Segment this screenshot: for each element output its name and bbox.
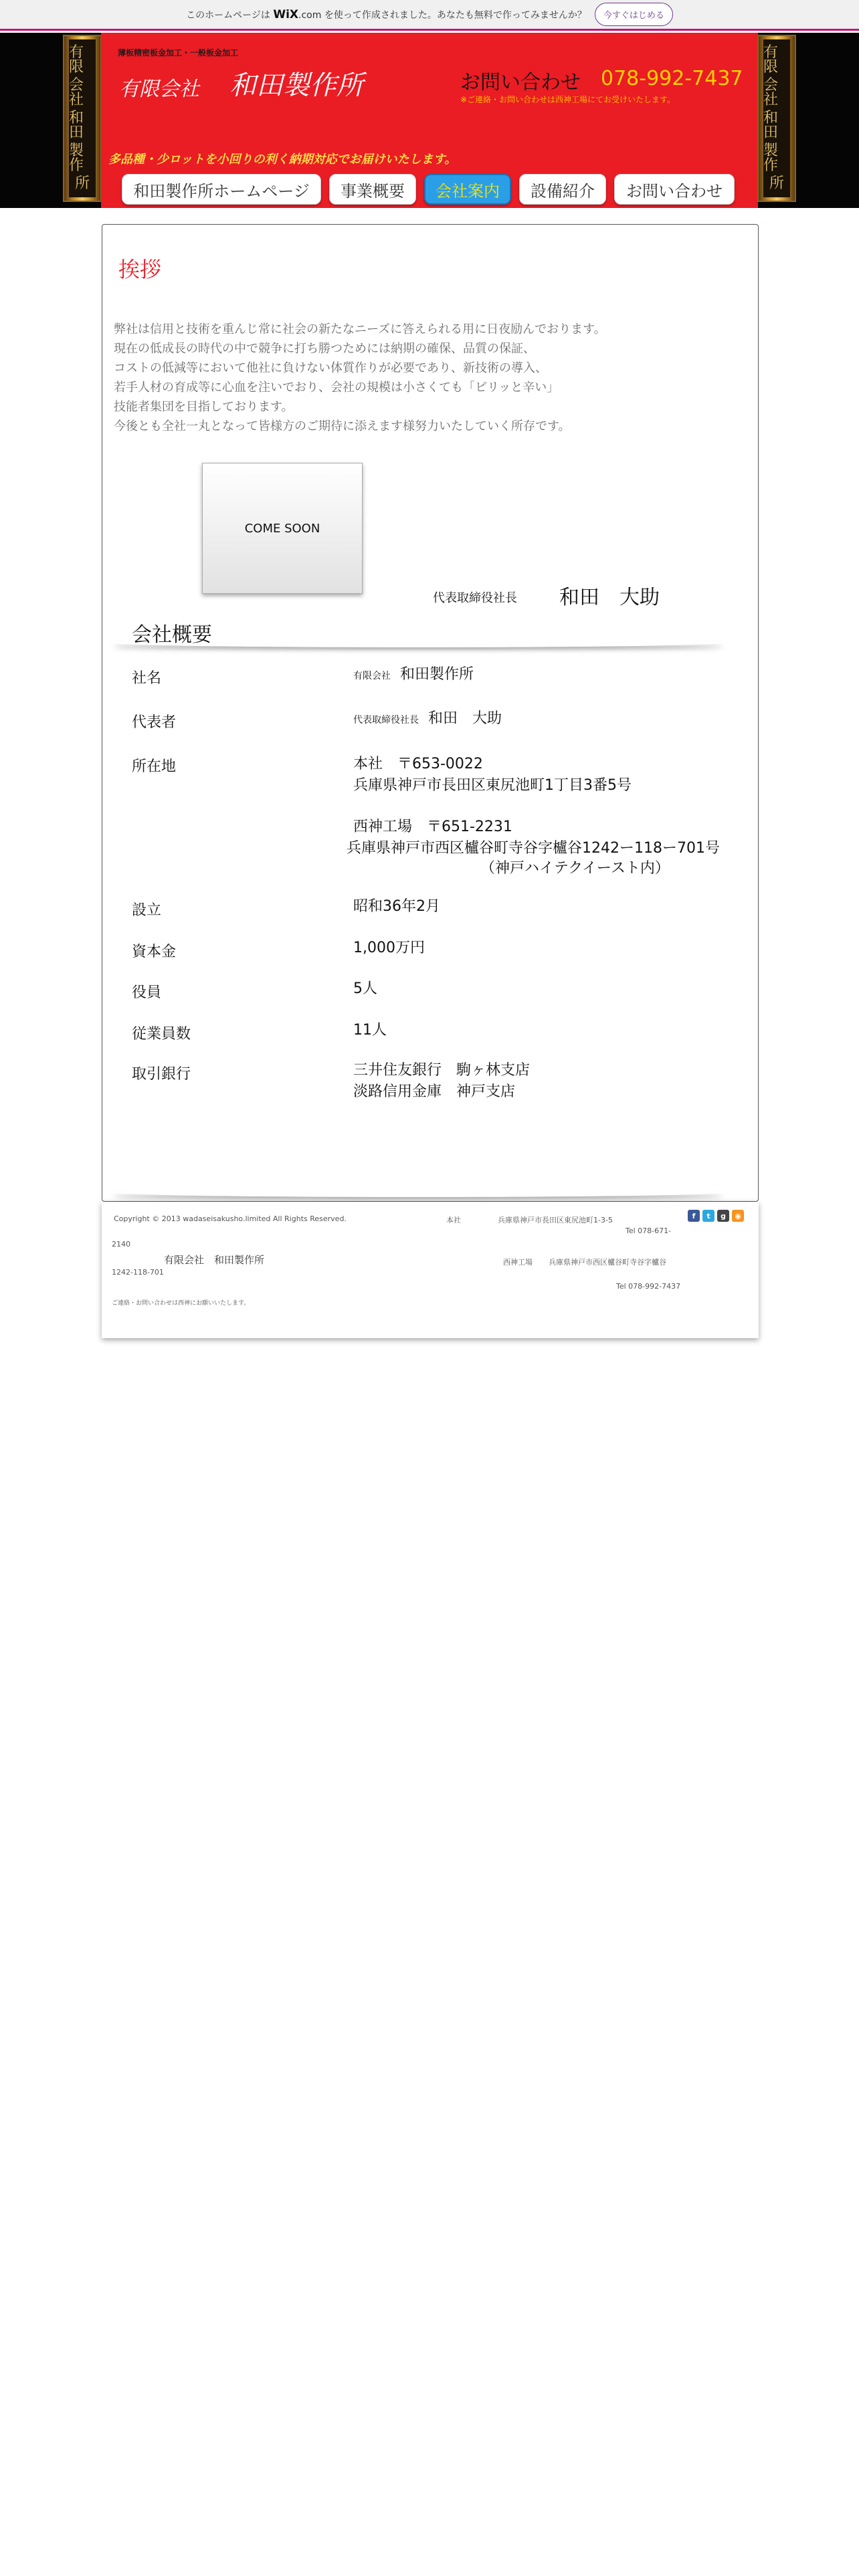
employees-value: 11人	[353, 1022, 387, 1039]
footer-company-name	[164, 1253, 264, 1267]
footer-company-name-text: 和田製作所	[214, 1254, 265, 1266]
header-contact-phone[interactable]: 078-992-7437	[601, 67, 743, 90]
overview-title: 会社概要	[132, 623, 212, 647]
side-logo-char: 和田	[763, 109, 779, 141]
side-logo-char: 所	[74, 175, 90, 193]
representative-prefix: 代表取締役社長	[353, 715, 419, 726]
representative-label: 代表者	[132, 714, 177, 731]
google-plus-icon[interactable]: g	[717, 1210, 729, 1222]
footer-factory-num: 1242-118-701	[112, 1268, 164, 1277]
representative-name: 和田 大助	[559, 586, 660, 609]
side-logo-char: 所	[769, 175, 784, 193]
wix-banner-text-before: このホームページは	[186, 9, 270, 21]
nav-item-home[interactable]: 和田製作所ホームページ	[122, 174, 321, 205]
head-office-address: 兵庫県神戸市長田区東尻池町1丁目3番5号	[353, 777, 632, 794]
footer-head-office-address: 兵庫県神戸市長田区東尻池町1-3-5	[498, 1216, 613, 1224]
wix-banner-text-after: を使って作成されました。あなたも無料で作ってみませんか？	[324, 9, 587, 21]
greeting-paragraph: 今後とも全社一丸となって皆様方のご期待に添えます様努力いたしていく所存です。	[114, 419, 571, 433]
representative-value	[353, 708, 502, 731]
wix-banner-message	[186, 8, 587, 21]
twitter-icon[interactable]: t	[702, 1210, 714, 1222]
footer-copyright: Copyright © 2013 wadaseisakusho.limited All Rights Reserved.	[114, 1214, 347, 1223]
side-logo-char: 会社	[763, 76, 779, 108]
wix-promo-banner	[0, 0, 859, 31]
header-company-type: 有限会社	[119, 78, 199, 101]
header-contact-label: お問い合わせ	[460, 71, 581, 94]
company-name-value	[353, 664, 474, 687]
address-label: 所在地	[132, 758, 177, 775]
facebook-icon[interactable]: f	[688, 1210, 700, 1222]
established-value: 昭和36年2月	[353, 898, 440, 915]
greeting-paragraph: 技能者集団を目指しております。	[114, 400, 294, 414]
banks-label: 取引銀行	[132, 1066, 191, 1083]
factory-building: （神戸ハイテクイースト内）	[480, 860, 670, 877]
header-company-name[interactable]: 和田製作所	[229, 70, 363, 101]
nav-item-equipment[interactable]: 設備紹介	[519, 174, 606, 205]
officers-value: 5人	[353, 980, 377, 997]
footer-factory-address: 兵庫県神戸市西区櫨谷町寺谷字櫨谷	[549, 1258, 666, 1267]
section-divider	[110, 638, 726, 647]
wix-domain: .com	[298, 9, 322, 21]
company-name-label: 社名	[132, 670, 162, 687]
established-label: 設立	[132, 902, 162, 919]
side-logo-char: 有限	[69, 43, 84, 76]
side-logo-char: 有限	[763, 43, 779, 76]
representative-text: 和田 大助	[428, 710, 502, 727]
side-logo-char: 製作	[763, 142, 779, 175]
header-contact-note: ※ご連絡・お問い合わせは西神工場にてお受けいたします。	[460, 95, 676, 104]
footer-head-office-tel: Tel 078-671-	[626, 1226, 672, 1235]
side-logo-right	[757, 35, 796, 202]
officers-label: 役員	[132, 984, 162, 1001]
factory-address: 兵庫県神戸市西区櫨谷町寺谷字櫨谷1242ー118ー701号	[347, 840, 720, 857]
wix-logo[interactable]: WiX	[273, 7, 299, 21]
bank-item: 三井住友銀行 駒ヶ林支店	[353, 1062, 531, 1079]
representative-title: 代表取締役社長	[433, 591, 517, 605]
head-office-postal: 本社 〒653-0022	[353, 756, 483, 772]
nav-item-contact[interactable]: お問い合わせ	[614, 174, 735, 205]
side-logo-left	[63, 35, 102, 202]
footer-factory-label: 西神工場	[503, 1258, 533, 1267]
greeting-text	[114, 320, 606, 436]
capital-label: 資本金	[132, 944, 177, 960]
greeting-title: 挨拶	[118, 257, 162, 282]
bank-item: 淡路信用金庫 神戸支店	[353, 1083, 516, 1100]
nav-item-company[interactable]: 会社案内	[424, 174, 511, 205]
rss-icon[interactable]: ◉	[732, 1210, 744, 1222]
greeting-paragraph: 弊社は信用と技術を重んじ常に社会の新たなニーズに答えられる用に日夜励んでおります。	[114, 322, 606, 336]
company-name-text: 和田製作所	[400, 666, 474, 683]
side-logo-char: 会社	[69, 76, 84, 108]
footer-company-type: 有限会社	[164, 1254, 205, 1266]
capital-value: 1,000万円	[353, 940, 425, 956]
footer-contact-note: ご連絡・お問い合わせは西神にお願いいたします。	[112, 1300, 250, 1307]
header-catchphrase: 多品種・少ロットを小回りの利く納期対応でお届けいたします。	[108, 152, 457, 167]
greeting-paragraph: 若手人材の育成等に心血を注いでおり、会社の規模は小さくても「ピリッと辛い」	[114, 381, 559, 395]
greeting-paragraph: 現在の低成長の時代の中で競争に打ち勝つためには納期の確保、品質の保証、	[114, 342, 535, 356]
company-name-prefix: 有限会社	[353, 671, 391, 681]
footer-head-office-tel-cont: 2140	[112, 1240, 130, 1249]
side-logo-char: 和田	[69, 109, 84, 141]
content-bottom-divider	[110, 1188, 726, 1197]
footer-head-office-label: 本社	[446, 1216, 461, 1224]
wix-start-button[interactable]: 今すぐはじめる	[595, 3, 673, 26]
greeting-paragraph: コストの低減等において他社に負けない体質作りが必要であり、新技術の導入、	[114, 361, 547, 375]
header-tagline: 薄板精密板金加工・一般板金加工	[118, 48, 239, 58]
factory-postal: 西神工場 〒651-2231	[353, 819, 512, 835]
nav-item-business[interactable]: 事業概要	[329, 174, 416, 205]
employees-label: 従業員数	[132, 1026, 191, 1043]
representative-photo-placeholder: COME SOON	[202, 463, 363, 594]
side-logo-char: 製作	[69, 142, 84, 175]
footer-factory-tel[interactable]: Tel 078-992-7437	[616, 1282, 681, 1291]
